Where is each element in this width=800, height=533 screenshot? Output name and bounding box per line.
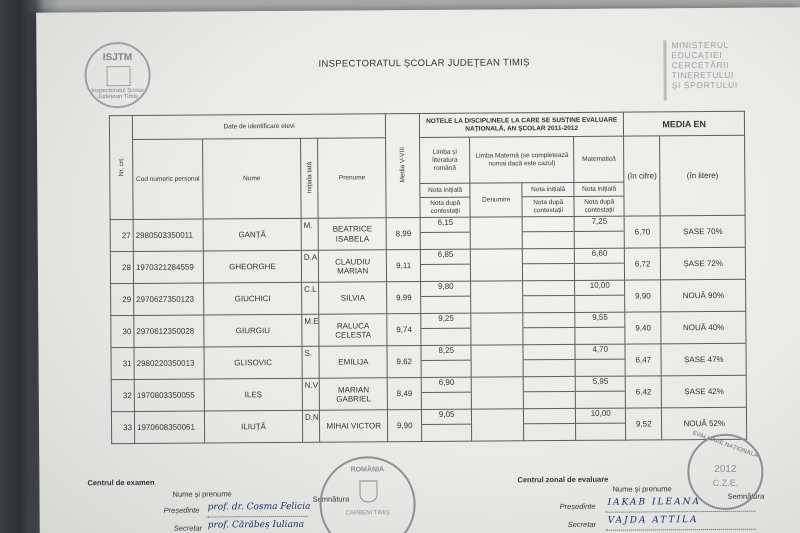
cell-ro: 9,25 [421, 313, 471, 345]
lm-nota-initiala: Nota inițială [522, 182, 574, 196]
cell-media: 9,90 [388, 410, 422, 442]
cell-initiala: S. [302, 346, 319, 378]
cell-denumire [471, 313, 523, 345]
ministry-line: MINISTERUL [671, 39, 729, 51]
cell-ro: 6,85 [421, 249, 471, 281]
cell-lm [524, 408, 576, 440]
zonal-secretary-signature: VAJDA ATTILA [607, 515, 699, 526]
col-in-litere: (în litere) [660, 135, 746, 216]
document-sheet [36, 7, 800, 533]
cell-litere: NOUĂ 40% [661, 311, 746, 344]
cell-litere: ȘASE 47% [661, 343, 746, 376]
cell-initiala: N.V [302, 378, 319, 410]
cell-nume: ILEȘ [204, 378, 302, 411]
exam-signature-label: Semnătura [312, 494, 350, 504]
col-limba-materna: Limba Maternă (se completează numai dacă este cazul) [470, 136, 574, 183]
cell-cifre: 6,70 [624, 216, 660, 248]
cell-media: 8,49 [387, 378, 421, 410]
evaluation-stamp-year: 2012 [714, 463, 737, 475]
exam-secretary-label: Secretar [173, 523, 203, 533]
ministry-line: CERCETĂRII [671, 59, 730, 71]
cell-mat: 4,70 [575, 344, 625, 376]
cell-lm [523, 280, 575, 312]
cell-media: 9,99 [387, 282, 421, 314]
cell-ro: 8,25 [421, 345, 471, 377]
ministry-logo [671, 40, 737, 90]
col-nr: Nr. crt. [109, 116, 133, 220]
cell-cod: 2980220350013 [134, 347, 204, 379]
logo-title: ISJTM [102, 52, 133, 64]
exam-president-signature: prof. dr. Cosma Felicia [207, 501, 311, 513]
ministry-line: TINERETULUI [671, 69, 734, 81]
zonal-center-label: Centrul zonal de evaluare [517, 474, 609, 485]
cell-cod: 1970608350061 [134, 411, 204, 443]
zonal-president-label: Președinte [559, 501, 596, 512]
col-matematica: Matematică [574, 136, 624, 182]
cell-initiala: M.E [302, 314, 319, 346]
cell-media: 9,62 [387, 346, 421, 378]
col-note-title: NOTELE LA DISCIPLINELE LA CARE SE SUSȚINE EVALUARE NAȚIONALĂ, AN ȘCOLAR 2011-2012 [420, 112, 624, 137]
mat-nota-dupa: Nota după contestații [574, 196, 624, 216]
col-limba-romana: Limba și literatura română [420, 137, 470, 183]
col-initiala: Inițiala tată [301, 138, 319, 218]
cell-prenume: MARIAN GABRIEL [319, 378, 387, 410]
table-row [111, 407, 746, 443]
cell-nr: 31 [111, 348, 134, 380]
cell-nr: 29 [111, 284, 134, 316]
col-date-identificare: Date de identificare elevi [132, 114, 385, 140]
cell-ro: 6,90 [421, 377, 471, 409]
ministry-line: ȘI SPORTULUI [671, 79, 738, 91]
cell-nr: 27 [110, 220, 133, 252]
zonal-name-label: Nume și prenume [612, 484, 672, 494]
exam-secretary-signature: prof. Cărăbeș Iuliana [207, 519, 305, 531]
col-in-cifre: (în cifre) [624, 136, 661, 216]
table-row [111, 311, 746, 347]
cell-nume: GIURGIU [204, 314, 302, 347]
col-denumire: Denumire [470, 183, 522, 217]
ro-nota-dupa: Nota după contestații [420, 197, 470, 217]
cell-mat: 10,00 [575, 280, 625, 312]
isjtm-logo [84, 42, 150, 108]
exam-center-block [87, 477, 350, 533]
ro-nota-initiala: Nota inițială [420, 183, 470, 197]
cell-prenume: RALUCA CELESTA [319, 314, 387, 346]
cell-prenume: BEATRICE ISABELA [318, 218, 386, 250]
exam-president-line [208, 516, 308, 518]
cell-cod: 1970321284559 [133, 251, 203, 283]
school-stamp-sub: CARBENI TIMIȘ [345, 510, 390, 517]
col-media-5-8: Media V-VIII [386, 114, 421, 218]
cell-litere: ȘASE 42% [661, 375, 746, 408]
cell-lm [522, 216, 574, 248]
cell-cifre: 6,47 [625, 344, 661, 376]
cell-lm [523, 344, 575, 376]
table-row [111, 375, 746, 411]
table-row [110, 247, 745, 283]
cell-nume: GHEORGHE [203, 250, 301, 283]
cell-mat: 10,00 [576, 408, 626, 440]
exam-name-label: Nume și prenume [172, 489, 232, 499]
cell-nume: GIUCHICI [204, 282, 302, 315]
school-stamp [319, 456, 416, 533]
ministry-logo-bar [663, 40, 666, 100]
cell-denumire [470, 217, 522, 249]
col-media-en: MEDIA EN [624, 111, 745, 136]
cell-mat: 6,60 [575, 248, 625, 280]
cell-prenume: SILVIA [319, 282, 387, 314]
cell-litere: NOUĂ 52% [662, 407, 747, 440]
col-prenume: Prenume [318, 138, 387, 218]
cell-litere: ȘASE 70% [660, 215, 745, 248]
exam-center-label: Centrul de examen [87, 477, 155, 488]
coat-of-arms-icon [359, 480, 377, 502]
lm-nota-dupa: Nota după contestații [522, 196, 574, 216]
cell-cod: 2970627350123 [134, 283, 204, 315]
logo-subtext: Inspectoratul Școlar Județean Timiș [91, 87, 145, 101]
cell-media: 9,74 [387, 314, 421, 346]
cell-cifre: 9,52 [626, 408, 662, 440]
cell-prenume: EMILIJA [319, 346, 387, 378]
cell-denumire [472, 409, 524, 441]
cell-initiala: C.L [302, 282, 319, 314]
cell-cod: 2970612350028 [134, 315, 204, 347]
evaluation-stamp [687, 430, 764, 511]
ministry-line: EDUCAȚIEI [671, 49, 723, 61]
exam-president-label: Președinte [163, 505, 200, 515]
cell-cod: 2980503350011 [133, 219, 203, 251]
cell-nr: 32 [111, 380, 134, 412]
mat-nota-initiala: Nota inițială [574, 182, 624, 196]
cell-lm [523, 312, 575, 344]
cell-prenume: MIHAI VICTOR [320, 410, 388, 442]
cell-mat: 9,55 [575, 312, 625, 344]
cell-cod: 1970803350055 [134, 379, 204, 411]
cell-lm [523, 248, 575, 280]
results-table [109, 111, 748, 444]
zonal-secretary-line [606, 529, 756, 531]
cell-mat: 5,95 [575, 376, 625, 408]
cell-denumire [471, 249, 523, 281]
zonal-secretary-label: Secretar [567, 519, 597, 529]
cell-media: 9,11 [387, 250, 421, 282]
cell-litere: ȘASE 72% [661, 247, 746, 280]
cell-litere: NOUĂ 90% [661, 279, 746, 312]
zonal-president-line [606, 511, 756, 513]
zonal-signature-label: Semnătura [727, 491, 765, 501]
cell-nume: GLISOVIC [204, 346, 302, 379]
cell-nr: 30 [111, 316, 134, 348]
cell-denumire [471, 281, 523, 313]
cell-cifre: 9,90 [625, 280, 661, 312]
evaluation-stamp-code: C.Z.E. [712, 477, 739, 488]
cell-mat: 7,25 [574, 216, 624, 248]
table-row [111, 343, 746, 379]
table-row [111, 279, 746, 315]
cell-ro: 6,15 [420, 217, 470, 249]
col-nume: Nume [203, 138, 302, 219]
cell-denumire [471, 377, 523, 409]
cell-media: 8,99 [386, 218, 420, 250]
cell-cifre: 6,42 [625, 376, 661, 408]
col-cod: Cod numeric personal [133, 139, 204, 219]
cell-ro: 9,05 [422, 409, 472, 441]
cell-ro: 9,80 [421, 281, 471, 313]
evaluation-stamp-text: EVALUARE NAȚIONALĂ [691, 430, 759, 460]
cell-prenume: CLAUDIU MARIAN [319, 250, 387, 282]
cell-nume: GANȚĂ [203, 218, 301, 251]
cell-nume: ILIUȚĂ [204, 410, 302, 443]
cell-cifre: 9,40 [625, 312, 661, 344]
inspectorate-title: INSPECTORATUL ȘCOLAR JUDEȚEAN TIMIȘ [318, 57, 530, 70]
school-stamp-text: ROMÂNIA [350, 466, 385, 474]
cell-cifre: 6,72 [625, 248, 661, 280]
cell-lm [523, 376, 575, 408]
cell-denumire [471, 345, 523, 377]
cell-nr: 33 [111, 412, 134, 444]
cell-initiala: D.A [301, 250, 318, 282]
cell-initiala: M. [301, 218, 318, 250]
cell-nr: 28 [110, 252, 133, 284]
table-row [110, 215, 745, 251]
cell-initiala: D.N [302, 410, 319, 442]
book-icon [107, 66, 131, 86]
zonal-president-signature: IAKAB ILEANA [607, 497, 702, 508]
